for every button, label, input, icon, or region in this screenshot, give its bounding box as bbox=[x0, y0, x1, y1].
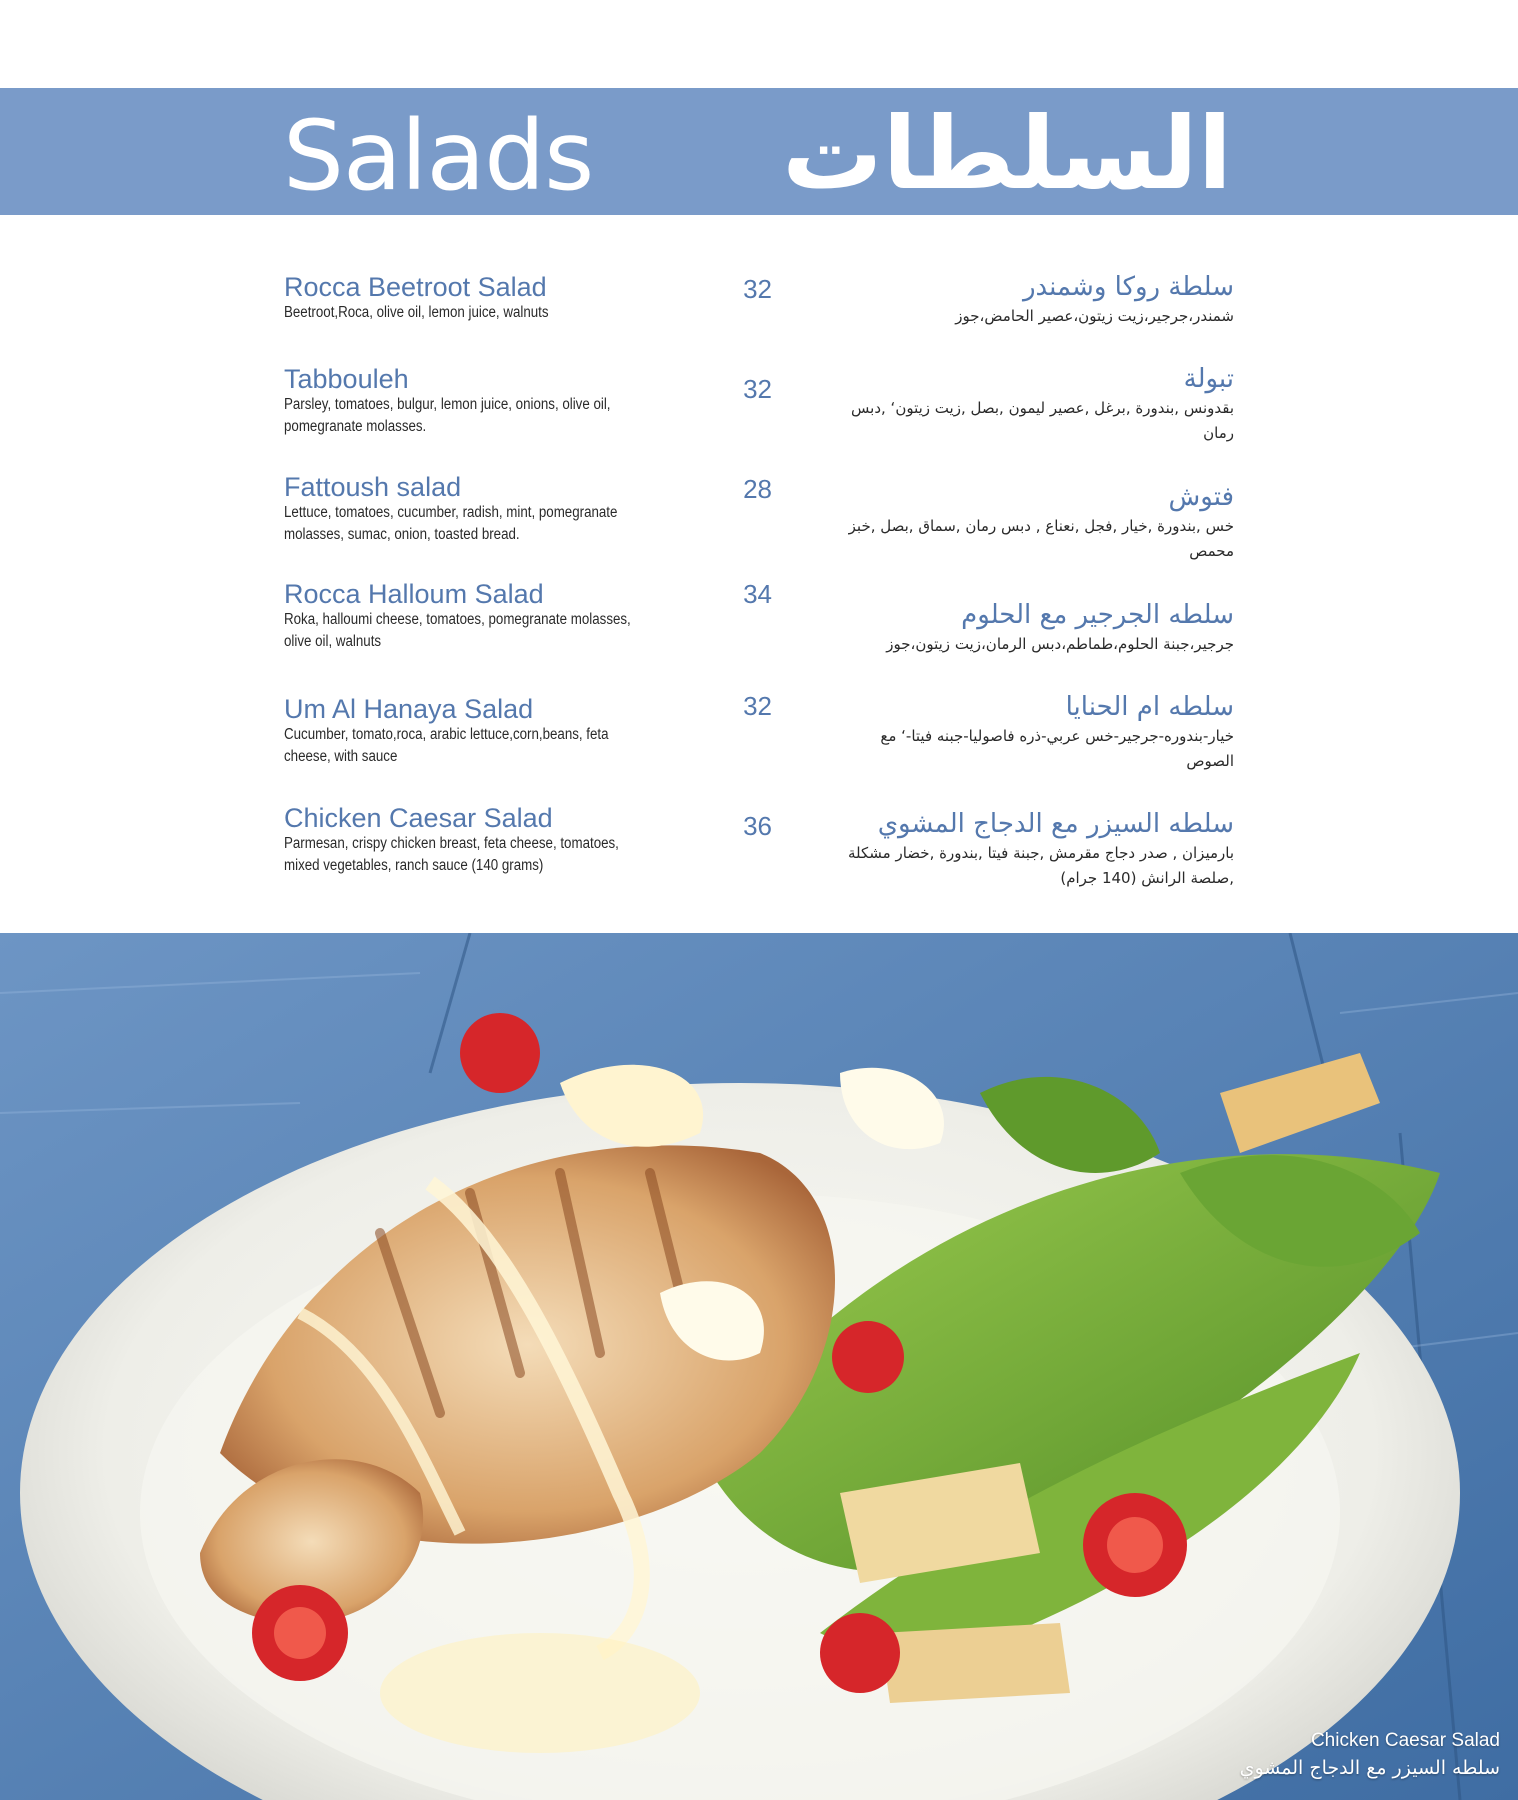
menu-item-ar bbox=[834, 598, 1234, 657]
menu-item-ar bbox=[834, 362, 1234, 446]
item-name-ar: تبولة bbox=[1183, 364, 1234, 394]
item-description-ar: خس ,بندورة ,خيار ,فجل ,نعناع , دبس رمان ,سماق ,بصل ,خبز محمص bbox=[848, 517, 1234, 560]
item-name-ar: سلطة روكا وشمندر bbox=[1022, 272, 1234, 302]
item-name-en: Tabbouleh bbox=[284, 364, 409, 394]
caption-ar: سلطه السيزر مع الدجاج المشوي bbox=[1239, 1757, 1500, 1779]
item-description-en: Beetroot,Roca, olive oil, lemon juice, walnuts bbox=[284, 304, 549, 321]
item-name-en: Fattoush salad bbox=[284, 472, 462, 502]
salad-illustration bbox=[0, 933, 1518, 1800]
menu-item-en bbox=[284, 272, 684, 324]
item-description-ar: بارميزان , صدر دجاج مقرمش ,جبنة فيتا ,بندورة ,خضار مشكلة ,صلصة الرانش (140 جرام) bbox=[848, 844, 1234, 887]
item-description-ar: بقدونس ,بندورة ,برغل ,عصير ليمون ,بصل ,زيت زيتون‘ ,دبس رمان bbox=[851, 399, 1234, 442]
item-price: 32 bbox=[743, 691, 772, 721]
menu-item-ar bbox=[834, 480, 1234, 564]
page-title-ar: السلطات bbox=[782, 95, 1232, 212]
menu-item-en bbox=[284, 694, 684, 768]
item-description-en: Cucumber, tomato,roca, arabic lettuce,corn,beans, feta cheese, with sauce bbox=[284, 726, 609, 765]
menu-item-en bbox=[284, 364, 684, 438]
item-name-ar: سلطه ام الحنايا bbox=[1065, 692, 1234, 722]
item-description-ar: خيار-بندوره-جرجير-خس عربي-ذره فاصوليا-جبنه فيتا-‘ مع الصوص bbox=[880, 727, 1234, 770]
page-title-en: Salads bbox=[283, 100, 594, 212]
item-name-ar: فتوش bbox=[1168, 482, 1234, 512]
header-band bbox=[0, 88, 1518, 215]
menu-item-ar bbox=[834, 807, 1234, 891]
item-name-en: Rocca Beetroot Salad bbox=[284, 272, 547, 302]
item-description-en: Lettuce, tomatoes, cucumber, radish, mint, pomegranate molasses, sumac, onion, toasted bread. bbox=[284, 504, 618, 543]
menu-item-ar bbox=[834, 690, 1234, 774]
menu-item-en bbox=[284, 472, 684, 546]
item-price: 36 bbox=[743, 811, 772, 841]
menu-item-en bbox=[284, 579, 684, 653]
item-name-ar: سلطه الجرجير مع الحلوم bbox=[961, 600, 1234, 630]
caption-en: Chicken Caesar Salad bbox=[1310, 1730, 1500, 1751]
item-name-en: Chicken Caesar Salad bbox=[284, 803, 553, 833]
item-description-en: Roka, halloumi cheese, tomatoes, pomegranate molasses, olive oil, walnuts bbox=[284, 611, 631, 650]
item-name-en: Rocca Halloum Salad bbox=[284, 579, 544, 609]
item-description-en: Parsley, tomatoes, bulgur, lemon juice, onions, olive oil, pomegranate molasses. bbox=[284, 396, 611, 435]
item-description-en: Parmesan, crispy chicken breast, feta cheese, tomatoes, mixed vegetables, ranch sauce (140 grams) bbox=[284, 835, 619, 874]
photo-caption bbox=[1240, 1728, 1500, 1782]
item-price: 32 bbox=[743, 274, 772, 304]
item-price: 34 bbox=[743, 579, 772, 609]
salad-photo bbox=[0, 933, 1518, 1800]
item-description-ar: شمندر،جرجير،زيت زيتون،عصير الحامض،جوز bbox=[955, 307, 1234, 325]
item-description-ar: جرجير،جبنة الحلوم،طماطم،دبس الرمان،زيت زيتون،جوز bbox=[886, 635, 1234, 653]
item-name-en: Um Al Hanaya Salad bbox=[284, 694, 534, 724]
item-price: 32 bbox=[743, 374, 772, 404]
item-price: 28 bbox=[743, 474, 772, 504]
menu-item-en bbox=[284, 803, 684, 877]
item-name-ar: سلطه السيزر مع الدجاج المشوي bbox=[877, 809, 1234, 839]
menu-item-ar bbox=[834, 270, 1234, 329]
